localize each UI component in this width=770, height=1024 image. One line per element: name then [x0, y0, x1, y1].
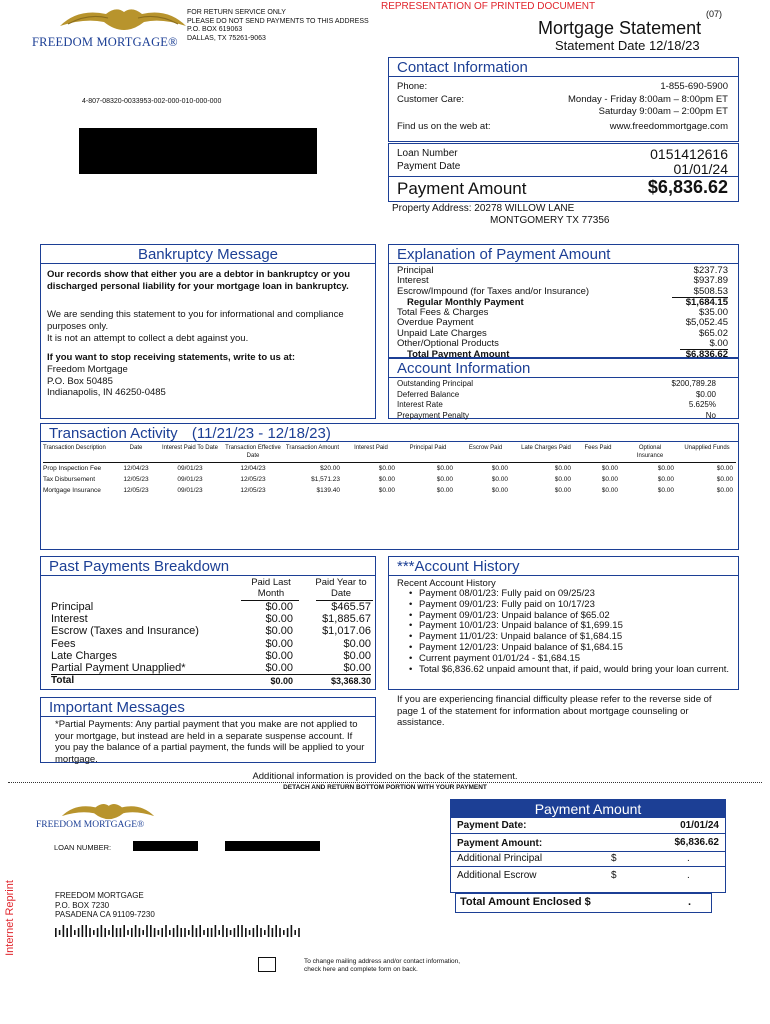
bullet-icon: •	[409, 663, 413, 675]
tx-cell: $0.00	[716, 465, 733, 472]
loan-number-label: Loan Number	[397, 148, 458, 159]
phone-number: 1-855-690-5900	[660, 81, 728, 92]
row-value: $6,836.62	[685, 349, 728, 361]
row-label: Interest Rate	[397, 400, 443, 409]
history-intro: Recent Account History	[397, 578, 496, 589]
history-text: Payment 09/01/23: Fully paid on 10/17/23	[419, 598, 595, 610]
contact-box	[388, 57, 739, 142]
row-last: $0.00	[265, 613, 293, 626]
row-value: No	[705, 410, 716, 420]
history-item	[409, 665, 730, 676]
tx-cell: 12/05/23	[123, 476, 149, 483]
row-value: 5.625%	[688, 400, 716, 409]
history-text: Total $6,836.62 unpaid amount that, if paid, would bring your loan current.	[419, 663, 730, 675]
past-payment-row	[51, 613, 371, 625]
freedom-logo	[30, 4, 180, 48]
redacted-loan-number	[225, 841, 320, 851]
transaction-box	[40, 423, 739, 550]
care-hours: Monday - Friday 8:00am – 8:00pm ET	[568, 94, 728, 105]
return-line: FOR RETURN SERVICE ONLY	[187, 9, 286, 16]
row-label: Late Charges	[51, 649, 118, 662]
remit-line: P.O. BOX 7230	[55, 900, 110, 910]
web-label: Find us on the web at:	[397, 121, 491, 132]
addl-escrow-input[interactable]: .	[687, 870, 690, 881]
row-label: Other/Optional Products	[397, 338, 499, 350]
redacted-loan-number	[133, 841, 198, 851]
row-label: Interest	[397, 275, 429, 287]
past-payment-row	[51, 625, 371, 637]
account-row	[397, 379, 716, 390]
bankruptcy-p3: If you want to stop receiving statements, write to us at:	[47, 352, 296, 363]
row-value: $0.00	[695, 389, 716, 399]
row-value: $508.53	[672, 287, 728, 298]
account-box	[388, 358, 739, 419]
tx-cell: $139.40	[316, 487, 340, 494]
history-text: Payment 11/01/23: Unpaid balance of $1,684.15	[419, 631, 623, 643]
tx-cell: 12/05/23	[123, 487, 149, 494]
history-text: Payment 10/01/23: Unpaid balance of $1,699.15	[419, 620, 623, 632]
bankruptcy-heading: Bankruptcy Message	[41, 245, 375, 264]
tx-cell: $0.00	[378, 476, 395, 483]
eagle-logo-icon	[58, 4, 188, 34]
past-payment-row	[51, 650, 371, 662]
history-note: If you are experiencing financial difficulty please refer to the reverse side of page 1 of the statement for information about mortgage counseling or assistance.	[397, 694, 712, 728]
row-label: Regular Monthly Payment	[407, 296, 524, 308]
return-line: PLEASE DO NOT SEND PAYMENTS TO THIS ADDRESS	[187, 17, 369, 25]
tx-cell: $0.00	[378, 465, 395, 472]
tx-cell: 12/05/23	[240, 487, 266, 494]
detach-text: DETACH AND RETURN BOTTOM PORTION WITH YOUR PAYMENT	[283, 784, 487, 791]
account-row	[397, 390, 716, 401]
coupon-amount: $6,836.62	[674, 837, 719, 848]
coupon-date-label: Payment Date:	[457, 820, 527, 831]
tx-cell: 12/04/23	[240, 465, 266, 472]
tx-column-header: Escrow Paid	[468, 445, 503, 451]
form-code: (07)	[706, 9, 723, 19]
statement-title: Mortgage Statement	[538, 18, 702, 38]
address-line: P.O. Box 50485	[47, 375, 113, 387]
row-label: Principal	[51, 601, 94, 613]
total-enclosed-input[interactable]: .	[688, 896, 692, 908]
tx-cell: $0.00	[436, 476, 453, 483]
barcode-id: 4-807-08320-0033953-002-000-010-000-000	[82, 98, 222, 105]
past-payment-row	[51, 674, 371, 686]
row-label: Prepayment Penalty	[397, 410, 470, 420]
tx-column-header: Late Charges Paid	[521, 445, 571, 451]
address-change-text	[304, 958, 460, 974]
bullet-icon: •	[409, 631, 413, 643]
coupon-date: 01/01/24	[680, 820, 719, 831]
transaction-period: (11/21/23 - 12/18/23)	[191, 425, 331, 442]
addl-principal-dollar: $	[611, 853, 617, 864]
additional-info: Additional information is provided on the back of the statement.	[252, 771, 518, 782]
row-label: Fees	[51, 637, 76, 650]
tx-cell: $0.00	[491, 476, 508, 483]
payment-amount-label: Payment Amount	[397, 179, 527, 198]
col-paid-last-month: Paid Last Month	[251, 577, 291, 599]
remit-line: FREEDOM MORTGAGE	[55, 891, 144, 900]
past-payments-heading: Past Payments Breakdown	[41, 557, 375, 576]
remit-line: PASADENA CA 91109-7230	[55, 910, 155, 919]
explanation-row	[397, 266, 728, 276]
tx-column-header: Interest Paid	[354, 445, 388, 451]
tx-cell: 09/01/23	[177, 487, 203, 494]
website-link[interactable]: www.freedommortgage.com	[609, 121, 728, 132]
tx-column-header: Fees Paid	[584, 445, 612, 451]
bullet-icon: •	[409, 588, 413, 599]
history-text: Payment 12/01/23: Unpaid balance of $1,684.15	[419, 641, 623, 653]
row-value: $200,789.28	[671, 379, 716, 388]
tx-cell: $0.00	[436, 487, 453, 494]
past-payment-row	[51, 638, 371, 650]
important-text: *Partial Payments: Any partial payment that you make are not applied to your mortgage, but instead are held in a separate suspense account. If you pay the balance of a partial payment, the funds will be applied to your mortgage.	[55, 719, 365, 765]
change-line: check here and complete form on back.	[304, 966, 418, 973]
important-box	[40, 697, 376, 763]
addl-principal-input[interactable]: .	[687, 853, 690, 864]
tx-column-header: Interest Paid To Date	[162, 445, 218, 451]
history-list	[409, 589, 730, 675]
addl-principal-label: Additional Principal	[457, 853, 543, 864]
explanation-heading: Explanation of Payment Amount	[389, 245, 738, 264]
row-last: $0.00	[270, 676, 293, 687]
bullet-icon: •	[409, 609, 413, 621]
total-enclosed-box	[455, 893, 712, 913]
tx-cell: $0.00	[554, 476, 571, 483]
row-value: $237.73	[693, 265, 728, 276]
row-ytd: $465.57	[331, 601, 371, 613]
property-line: MONTGOMERY TX 77356	[490, 215, 610, 226]
tx-cell: $0.00	[716, 487, 733, 494]
row-ytd: $1,017.06	[322, 625, 371, 638]
tx-column-header: Transaction Effective Date	[225, 445, 281, 459]
coupon-payment-box	[450, 799, 726, 893]
row-last: $0.00	[265, 661, 293, 674]
tx-cell: $0.00	[491, 487, 508, 494]
property-address	[392, 203, 610, 227]
tx-cell: $0.00	[436, 465, 453, 472]
postal-barcode	[55, 925, 305, 937]
bullet-icon: •	[409, 652, 413, 664]
tx-cell: $0.00	[491, 465, 508, 472]
tx-cell: $0.00	[554, 465, 571, 472]
bankruptcy-p2: We are sending this statement to you for informational and compliance purposes only.	[47, 309, 344, 332]
account-heading: Account Information	[389, 359, 738, 378]
row-label: Escrow (Taxes and Insurance)	[51, 625, 199, 638]
tx-cell: $0.00	[657, 465, 674, 472]
row-label: Outstanding Principal	[397, 379, 474, 388]
row-label: Total	[51, 675, 75, 687]
tx-cell: Prop Inspection Fee	[43, 465, 102, 472]
tx-cell: $0.00	[554, 487, 571, 494]
row-label: Total Fees & Charges	[397, 307, 489, 319]
bankruptcy-p2b: It is not an attempt to collect a debt against you.	[47, 333, 249, 344]
past-payment-row	[51, 601, 371, 613]
tx-cell: $0.00	[378, 487, 395, 494]
tx-cell: Mortgage Insurance	[43, 487, 101, 494]
contact-heading: Contact Information	[389, 58, 738, 77]
logo-text: FREEDOM MORTGAGE®	[32, 35, 178, 49]
history-text: Payment 09/01/23: Unpaid balance of $65.02	[419, 609, 610, 621]
coupon-logo-text: FREEDOM MORTGAGE®	[36, 820, 145, 830]
row-last: $0.00	[265, 601, 293, 613]
loan-number: 0151412616	[650, 146, 728, 162]
bankruptcy-p1: Our records show that either you are a debtor in bankruptcy or you discharged personal liability for your mortgage loan in bankruptcy.	[47, 269, 351, 292]
row-value: $1,684.15	[685, 296, 728, 308]
phone-label: Phone:	[397, 81, 428, 92]
row-last: $0.00	[265, 625, 293, 638]
row-label: Escrow/Impound (for Taxes and/or Insurance)	[397, 285, 590, 297]
statement-date: Statement Date 12/18/23	[555, 38, 700, 53]
history-text: Current payment 01/01/24 - $1,684.15	[419, 652, 581, 664]
row-ytd: $0.00	[343, 661, 371, 674]
row-value: $65.02	[698, 327, 728, 339]
total-enclosed-label: Total Amount Enclosed $	[460, 896, 591, 908]
account-row	[397, 400, 716, 411]
tx-cell: 12/05/23	[240, 476, 266, 483]
transaction-heading	[41, 424, 738, 442]
address-line: Freedom Mortgage	[47, 364, 128, 375]
tx-column-header: Principal Paid	[409, 445, 447, 451]
bullet-icon: •	[409, 598, 413, 610]
bankruptcy-address	[47, 364, 166, 399]
change-line: To change mailing address and/or contact information,	[304, 958, 461, 965]
coupon-loan-label: LOAN NUMBER:	[54, 843, 112, 852]
tx-column-header: Optional Insurance	[636, 445, 664, 459]
history-text: Payment 08/01/23: Fully paid on 09/25/23	[419, 588, 595, 599]
tx-column-header: Unapplied Funds	[684, 445, 730, 451]
payment-date-label: Payment Date	[397, 161, 461, 172]
internet-reprint: Internet Reprint	[3, 880, 16, 956]
row-last: $0.00	[265, 637, 293, 650]
tx-cell: $0.00	[657, 487, 674, 494]
tx-cell: $0.00	[716, 476, 733, 483]
row-ytd: $3,368.30	[330, 676, 371, 687]
detach-line	[8, 782, 762, 783]
coupon-heading: Payment Amount	[451, 800, 725, 818]
tx-column-header: Transaction Amount	[285, 445, 340, 451]
row-value: $.00	[680, 339, 729, 350]
important-heading: Important Messages	[41, 698, 375, 717]
past-payments-rows	[51, 601, 371, 686]
redacted-address	[79, 128, 317, 174]
return-line: P.O. BOX 619063	[187, 26, 243, 33]
row-label: Total Payment Amount	[407, 349, 510, 361]
row-value: $35.00	[698, 307, 728, 319]
bankruptcy-box	[40, 244, 376, 419]
row-value: $937.89	[693, 275, 728, 287]
row-ytd: $0.00	[343, 637, 371, 650]
tx-cell: $0.00	[601, 487, 618, 494]
row-label: Partial Payment Unapplied*	[51, 661, 186, 674]
tx-cell: 09/01/23	[177, 465, 203, 472]
loan-box	[388, 143, 739, 202]
row-last: $0.00	[265, 649, 293, 662]
property-line: Property Address: 20278 WILLOW LANE	[392, 203, 575, 214]
tx-cell: $0.00	[601, 465, 618, 472]
tx-cell: 09/01/23	[177, 476, 203, 483]
row-label: Interest	[51, 613, 88, 626]
past-payment-row	[51, 662, 371, 674]
tx-cell: 12/04/23	[123, 465, 149, 472]
tx-cell: $1,571.23	[311, 476, 340, 483]
payment-amount: $6,836.62	[647, 177, 728, 197]
care-label: Customer Care:	[397, 94, 465, 105]
return-line: DALLAS, TX 75261-9063	[187, 34, 266, 42]
addl-escrow-label: Additional Escrow	[457, 870, 537, 881]
tx-cell: $0.00	[601, 476, 618, 483]
row-label: Overdue Payment	[397, 317, 474, 329]
coupon-amount-label: Payment Amount:	[457, 838, 543, 849]
coupon-logo	[36, 800, 166, 836]
care-hours: Saturday 9:00am – 2:00pm ET	[598, 106, 728, 117]
payment-date: 01/01/24	[673, 161, 728, 177]
tx-column-header: Transaction Description	[43, 445, 106, 451]
history-heading: ***Account History	[389, 557, 738, 576]
account-row	[397, 411, 716, 422]
row-label: Deferred Balance	[397, 389, 460, 399]
tx-cell: $0.00	[657, 476, 674, 483]
transaction-title: Transaction Activity	[49, 425, 178, 442]
eagle-logo-icon	[58, 800, 158, 822]
return-address	[187, 9, 369, 43]
row-label: Unpaid Late Charges	[397, 327, 487, 339]
past-payments-box	[40, 556, 376, 690]
history-box	[388, 556, 739, 728]
bullet-icon: •	[409, 641, 413, 653]
remit-address	[55, 891, 155, 920]
address-change-checkbox[interactable]	[258, 957, 276, 972]
addl-escrow-dollar: $	[611, 870, 617, 881]
row-ytd: $0.00	[343, 649, 371, 662]
row-label: Principal	[397, 265, 434, 276]
printed-banner: REPRESENTATION OF PRINTED DOCUMENT	[381, 1, 596, 12]
row-value: $5,052.45	[685, 317, 728, 329]
explanation-box	[388, 244, 739, 361]
tx-cell: $20.00	[320, 465, 340, 472]
tx-column-header: Date	[129, 445, 143, 451]
col-paid-ytd: Paid Year to Date	[315, 577, 367, 599]
tx-cell: Tax Disbursement	[43, 476, 96, 483]
row-ytd: $1,885.67	[322, 613, 371, 626]
bullet-icon: •	[409, 620, 413, 632]
address-line: Indianapolis, IN 46250-0485	[47, 387, 166, 398]
